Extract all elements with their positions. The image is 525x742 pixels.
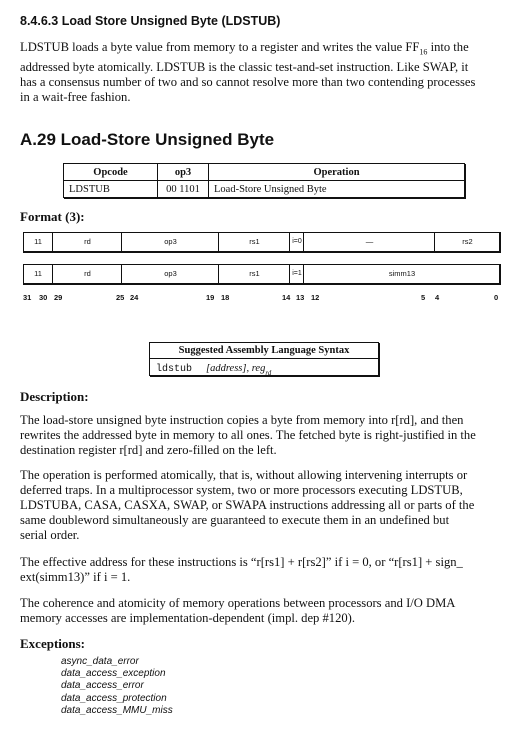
p2-line-3: LDSTUBA, CASA, CASXA, SWAP, or SWAPA instructions addressing all or parts of the	[20, 498, 475, 512]
opcode-header: Opcode	[64, 164, 158, 181]
exceptions-list	[61, 656, 173, 717]
field-op: 11	[34, 269, 42, 278]
field-rs1: rs1	[218, 265, 290, 283]
bit-14: 14	[282, 293, 291, 302]
field-unused: —	[303, 233, 435, 251]
intro-line-4: in a wait-free fashion.	[20, 89, 131, 104]
p4-line-1: The coherence and atomicity of memory operations between processors and I/O DMA	[20, 596, 456, 610]
field-op3: op3	[121, 233, 219, 251]
intro-line-1: LDSTUB loads a byte value from memory to a register and writes the value FF	[20, 40, 420, 54]
bit-0: 0	[494, 293, 499, 302]
exception-item: data_access_MMU_miss	[61, 704, 173, 716]
description-paragraph-2	[20, 468, 506, 543]
exception-item: data_access_exception	[61, 668, 166, 680]
section-heading: 8.4.6.3 Load Store Unsigned Byte (LDSTUB)	[20, 14, 281, 28]
format-diagram-i0	[23, 232, 501, 253]
exception-item: data_access_error	[61, 680, 144, 692]
p2-line-2: deferred traps. In a multiprocessor system, two or more processors executing LDSTUB,	[20, 483, 463, 497]
syntax-operands-sub: rd	[265, 369, 272, 378]
p1-line-2: rewrites the addressed byte in memory to all ones. The fetched byte is right-justified in the	[20, 428, 476, 442]
p2-line-5: serial order.	[20, 528, 80, 542]
syntax-row	[150, 359, 378, 378]
exceptions-label: Exceptions:	[20, 636, 85, 651]
opcode-table	[63, 163, 465, 198]
p3-line-2: ext(simm13)” if i = 1.	[20, 570, 131, 584]
syntax-table	[149, 342, 379, 376]
bit-5: 5	[421, 293, 426, 302]
format-diagram-i1	[23, 264, 501, 285]
bit-18: 18	[221, 293, 230, 302]
field-rd: rd	[52, 233, 122, 251]
intro-subscript: 16	[419, 47, 428, 57]
p1-line-1: The load-store unsigned byte instruction copies a byte from memory into r[rd], and then	[20, 413, 464, 427]
p1-line-3: destination register r[rd] and zero-filled on the left.	[20, 443, 277, 457]
bit-24: 24	[130, 293, 139, 302]
operation-cell: Load-Store Unsigned Byte	[209, 181, 465, 198]
operation-header: Operation	[209, 164, 465, 181]
intro-paragraph	[20, 40, 498, 105]
exception-item: async_data_error	[61, 656, 139, 667]
field-simm13: simm13	[303, 265, 500, 283]
bit-31: 31	[23, 293, 32, 302]
exception-item: data_access_protection	[61, 692, 167, 704]
bit-12: 12	[311, 293, 320, 302]
bit-13: 13	[296, 293, 305, 302]
description-paragraph-4	[20, 596, 506, 626]
field-i: i=0	[289, 233, 304, 251]
op3-header: op3	[158, 164, 209, 181]
op3-cell: 00 1101	[158, 181, 209, 198]
intro-line-3: has a consensus number of two and so cannot resolve more than two contending processes	[20, 74, 476, 89]
syntax-mnemonic: ldstub	[156, 364, 193, 375]
description-paragraph-3	[20, 555, 506, 585]
bit-25: 25	[116, 293, 125, 302]
p2-line-4: same doubleword simultaneously are guaranteed to execute them in an undefined but	[20, 513, 450, 527]
field-op: 11	[34, 237, 42, 246]
bit-19: 19	[206, 293, 215, 302]
field-rs2: rs2	[434, 233, 500, 251]
bit-30: 30	[39, 293, 48, 302]
description-label: Description:	[20, 389, 89, 404]
p3-line-1: The effective address for these instructions is “r[rs1] + r[rs2]” if i = 0, or “r[rs1] + sign_	[20, 555, 463, 569]
description-paragraph-1	[20, 413, 506, 458]
field-rd: rd	[52, 265, 122, 283]
opcode-cell: LDSTUB	[64, 181, 158, 198]
bit-4: 4	[435, 293, 440, 302]
bit-29: 29	[54, 293, 63, 302]
p2-line-1: The operation is performed atomically, that is, without allowing intervening interrupts or	[20, 468, 468, 482]
format-label: Format (3):	[20, 209, 85, 224]
syntax-operands: [address], reg	[206, 363, 266, 374]
appendix-heading: A.29 Load-Store Unsigned Byte	[20, 130, 275, 149]
intro-line-2: addressed byte atomically. LDSTUB is the classic test-and-set instruction. Like SWAP, it	[20, 59, 469, 74]
p4-line-2: memory accesses are implementation-dependent (impl. dep #120).	[20, 611, 356, 625]
intro-line-1-end: into the	[427, 40, 469, 54]
syntax-header: Suggested Assembly Language Syntax	[150, 343, 378, 359]
field-rs1: rs1	[218, 233, 290, 251]
field-op3: op3	[121, 265, 219, 283]
field-i: i=1	[289, 265, 304, 283]
